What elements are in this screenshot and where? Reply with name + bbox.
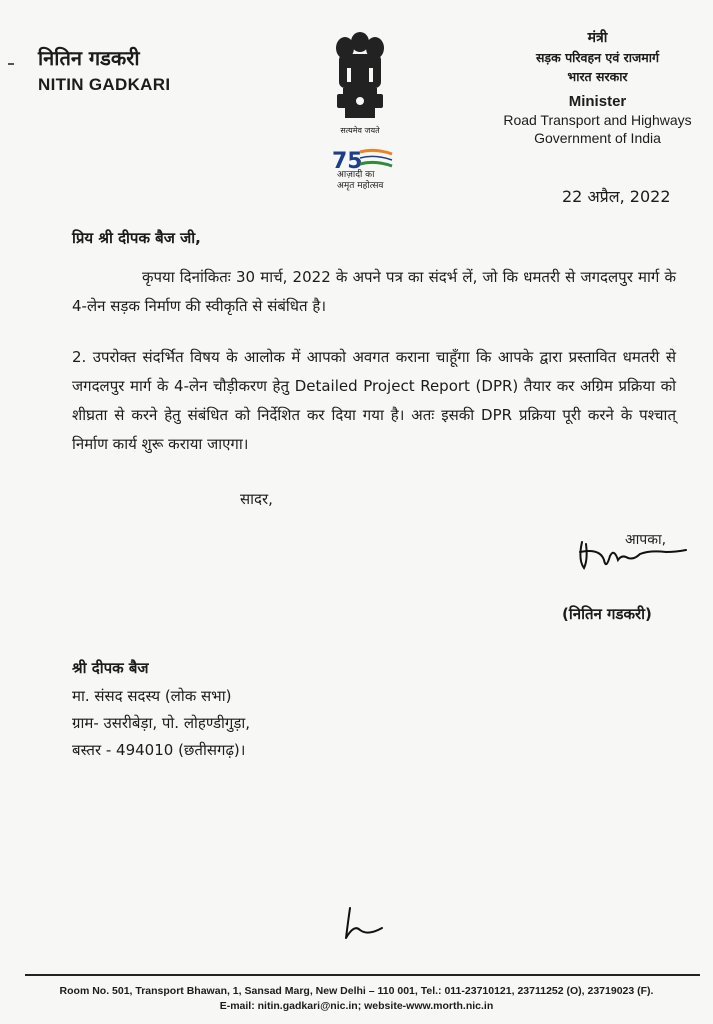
government-english: Government of India [534,130,661,146]
ministry-hindi: सड़क परिवहन एवं राजमार्ग [535,50,659,65]
recipient-name: श्री दीपक बैज [72,659,149,677]
government-hindi: भारत सरकार [567,69,628,84]
designation-block [485,28,710,147]
designation-hindi: मंत्री [587,30,608,46]
designation-english: Minister [568,93,627,110]
paragraph-1: कृपया दिनांकितः 30 मार्च, 2022 के अपने पत्र का संदर्भ लें, जो कि धमतरी से जगदलपुर मार्ग के 4-लेन सड़क निर्माण की स्वीकृति से संबंधित है। [72,268,676,315]
svg-text:75: 75 [332,149,363,174]
signatory-name: (नितिन गडकरी) [562,605,652,623]
paragraph-2: 2. उपरोक्त संदर्भित विषय के आलोक में आपको अवगत कराना चाहूँगा कि आपके द्वारा प्रस्तावित धमतरी से जगदलपुर मार्ग के 4-लेन चौड़ीकरण हेतु Detailed Project Report (DPR) तैयार कर अग्रिम प्रक्रिया को शीघ्रता से करने हेतु संबंधित को निर्देशित कर दिया गया है। अतः इसकी DPR प्रक्रिया पूरी करने के पश्चात् निर्माण कार्य शुरू कराया जाएगा। [72,348,676,453]
margin-mark [8,63,14,65]
azadi-line2: अमृत महोत्सव [337,181,384,191]
handwritten-initial [340,900,390,942]
letter-date: 22 अप्रैल, 2022 [562,187,671,206]
sender-name-hindi: नितिन गडकरी [38,46,140,70]
national-emblem-icon [325,28,395,138]
footer-address: Room No. 501, Transport Bhawan, 1, Sansad Marg, New Delhi – 110 001, Tel.: 011-23710121, 23711252 (O), 23719023 (F). [59,985,654,997]
emblem-motto: सत्यमेव जयते [340,126,380,135]
azadi-logo-text [337,170,383,192]
footer-contact: E-mail: nitin.gadkari@nic.in; website-www.morth.nic.in [219,1000,494,1012]
salutation: प्रिय श्री दीपक बैज जी, [72,229,201,247]
yours-text: आपका, [625,532,667,548]
closing: सादर, [240,490,273,508]
ministry-english: Road Transport and Highways [503,112,692,128]
recipient-line-2: ग्राम- उसरीबेड़ा, पो. लोहण्डीगुड़ा, [72,714,251,732]
footer-divider [25,974,700,976]
azadi-line1: आज़ादी का [337,170,375,180]
sender-name-english: NITIN GADKARI [38,75,171,94]
recipient-line-1: मा. संसद सदस्य (लोक सभा) [72,687,232,705]
recipient-line-3: बस्तर - 494010 (छतीसगढ़)। [72,741,246,759]
